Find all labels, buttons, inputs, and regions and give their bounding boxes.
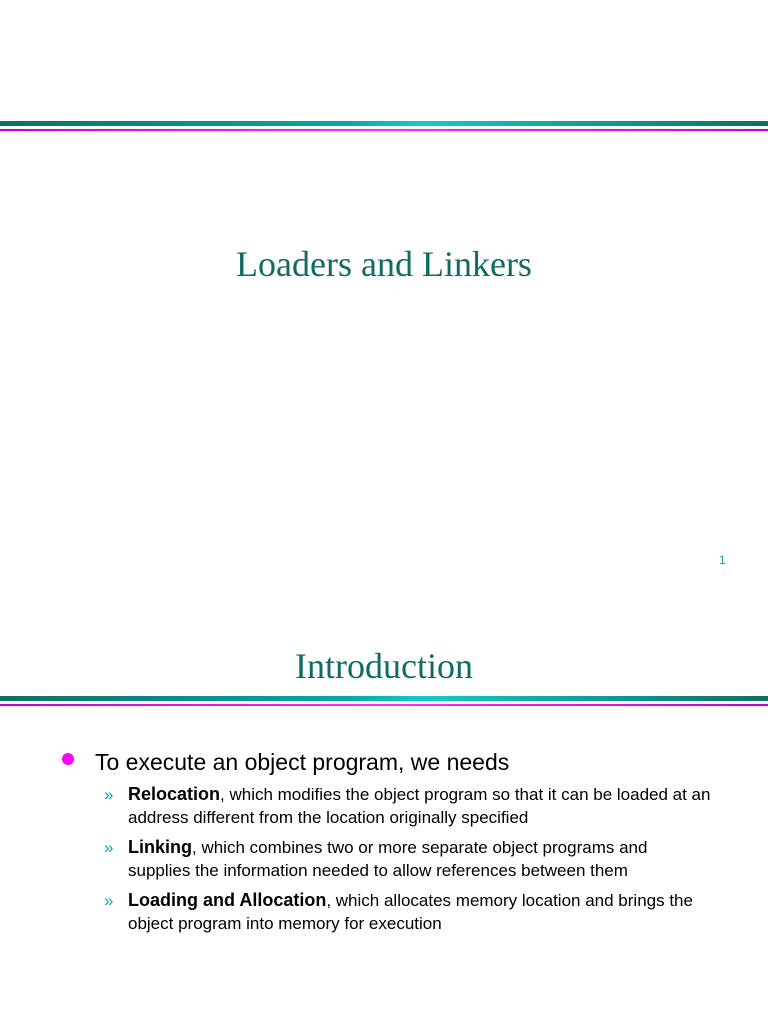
teal-rule-line bbox=[0, 121, 768, 126]
header-rule bbox=[0, 696, 768, 706]
sub-bullet-term: Loading and Allocation bbox=[128, 890, 327, 910]
sub-bullet-text bbox=[128, 783, 714, 829]
sub-bullet-text bbox=[128, 889, 714, 935]
sub-bullet-text bbox=[128, 836, 714, 882]
sub-bullet-desc: , which combines two or more separate object programs and supplies the information needed to allow references between them bbox=[128, 838, 648, 880]
sub-bullet-relocation bbox=[104, 783, 714, 829]
magenta-rule-line bbox=[0, 704, 768, 706]
sub-bullet-desc: , which allocates memory location and brings the object program into memory for execution bbox=[128, 891, 693, 933]
sub-bullet-list bbox=[104, 783, 714, 942]
bullet-dot-icon bbox=[62, 753, 74, 765]
slide-1-title: Loaders and Linkers bbox=[236, 244, 532, 284]
slide-2-title: Introduction bbox=[295, 646, 473, 686]
sub-bullet-term: Relocation bbox=[128, 784, 221, 804]
slide-2 bbox=[0, 597, 768, 1024]
main-bullet-text: To execute an object program, we needs bbox=[95, 749, 510, 775]
sub-bullet-linking bbox=[104, 836, 714, 882]
chevron-right-icon: » bbox=[104, 838, 114, 857]
chevron-right-icon: » bbox=[104, 891, 114, 910]
sub-bullet-term: Linking bbox=[128, 837, 192, 857]
sub-bullet-loading bbox=[104, 889, 714, 935]
chevron-right-icon: » bbox=[104, 785, 114, 804]
page-number: 1 bbox=[719, 553, 726, 567]
main-bullet bbox=[62, 747, 509, 777]
header-rule bbox=[0, 121, 768, 131]
magenta-rule-line bbox=[0, 129, 768, 131]
sub-bullet-desc: , which modifies the object program so that it can be loaded at an address different from the location originally specified bbox=[128, 785, 711, 827]
teal-rule-line bbox=[0, 696, 768, 701]
